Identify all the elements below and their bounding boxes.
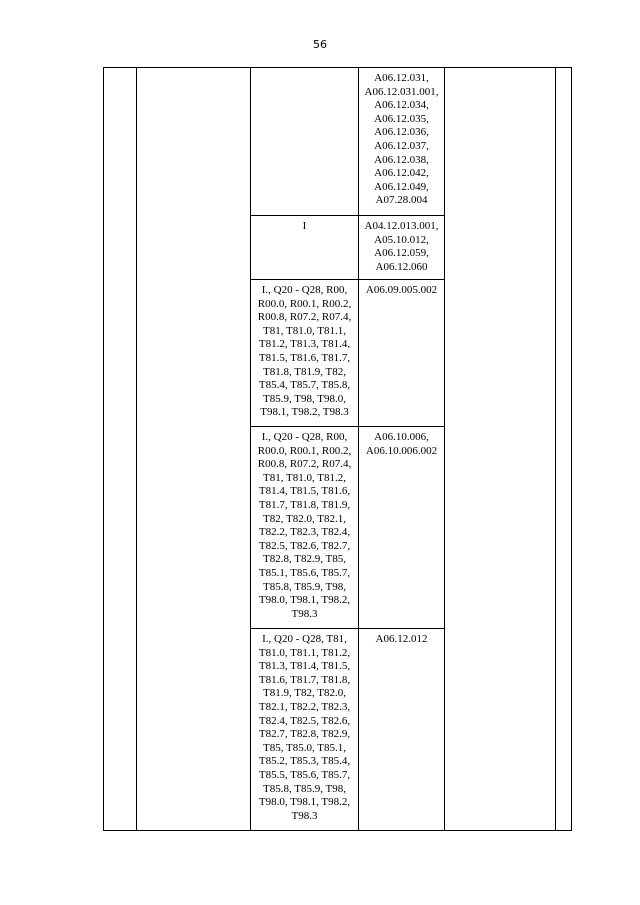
diagnosis-cell — [251, 68, 359, 216]
diagnosis-cell: I., Q20 - Q28, R00, R00.0, R00.1, R00.2, R00.8, R07.2, R07.4, T81, T81.0, T81.2, T81.4, T81.5, T81.6, T81.7, T81.8, T81.9, T82, T82.0, T82.1, T82.2, T82.3, T82.4, T82.5, T82.6, T82.7, T82.8, T82.9, T85, T85.1, T85.6, T85.7, T85.8, T85.9, T98, T98.0, T98.1, T98.2, T98.3 — [251, 427, 359, 629]
data-table — [103, 67, 572, 831]
service-codes-cell: A06.10.006, A06.10.006.002 — [359, 427, 445, 629]
page-number: 56 — [313, 38, 327, 51]
diagnosis-cell: I., Q20 - Q28, T81, T81.0, T81.1, T81.2, T81.3, T81.4, T81.5, T81.6, T81.7, T81.8, T81.9, T82, T82.0, T82.1, T82.2, T82.3, T82.4, T82.5, T82.6, T82.7, T82.8, T82.9, T85, T85.0, T85.1, T85.2, T85.3, T85.4, T85.5, T85.6, T85.7, T85.8, T85.9, T98, T98.0, T98.1, T98.2, T98.3 — [251, 629, 359, 831]
diagnosis-cell: I., Q20 - Q28, R00, R00.0, R00.1, R00.2, R00.8, R07.2, R07.4, T81, T81.0, T81.1, T81.2, T81.3, T81.4, T81.5, T81.6, T81.7, T81.8, T81.9, T82, T85.4, T85.7, T85.8, T85.9, T98, T98.0, T98.1, T98.2, T98.3 — [251, 280, 359, 427]
service-codes-cell: A06.12.012 — [359, 629, 445, 831]
col-2-cell — [137, 68, 251, 831]
service-codes-cell: A06.12.031, A06.12.031.001, A06.12.034, A06.12.035, A06.12.036, A06.12.037, A06.12.038, A06.12.042, A06.12.049, A07.28.004 — [359, 68, 445, 216]
diagnosis-cell: I — [251, 216, 359, 280]
service-codes-cell: A04.12.013.001, A05.10.012, A06.12.059, A06.12.060 — [359, 216, 445, 280]
col-6-cell — [556, 68, 572, 831]
col-5-cell — [445, 68, 556, 831]
col-1-cell — [104, 68, 137, 831]
table-row — [104, 68, 572, 216]
service-codes-cell: A06.09.005.002 — [359, 280, 445, 427]
